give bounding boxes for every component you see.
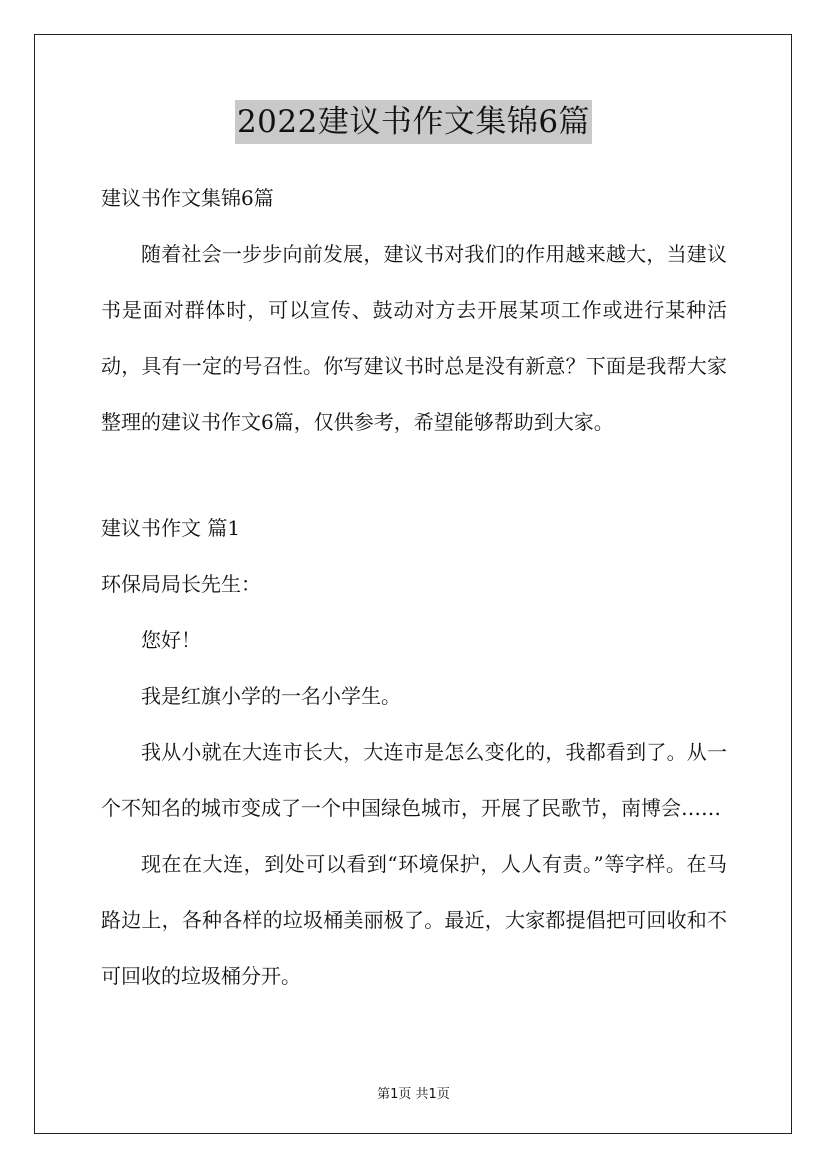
letter-paragraph: 现在在大连，到处可以看到“环境保护，人人有责。”等字样。在马路边上，各种各样的垃圾桶美丽极了。最近，大家都提倡把可回收和不可回收的垃圾桶分开。	[101, 852, 727, 988]
page-number-footer: 第1页 共1页	[377, 1087, 450, 1102]
title-container	[0, 100, 827, 144]
intro-paragraph: 随着社会一步步向前发展，建议书对我们的作用越来越大，当建议书是面对群体时，可以宣传、鼓动对方去开展某项工作或进行某种活动，具有一定的号召性。你写建议书时总是没有新意？下面是我帮大家整理的建议书作文6篇，仅供参考，希望能够帮助到大家。	[101, 242, 727, 434]
document-subtitle: 建议书作文集锦6篇	[101, 186, 274, 210]
section-gap	[101, 450, 727, 500]
letter-salutation: 环保局局长先生：	[101, 572, 261, 596]
document-body	[101, 170, 727, 1004]
letter-paragraph: 我从小就在大连市长大，大连市是怎么变化的，我都看到了。从一个不知名的城市变成了一个中国绿色城市，开展了民歌节，南博会……	[101, 740, 727, 820]
document-title: 2022建议书作文集锦6篇	[235, 100, 592, 144]
letter-greeting: 您好！	[141, 628, 201, 652]
letter-paragraph: 我是红旗小学的一名小学生。	[141, 684, 401, 708]
section-heading: 建议书作文 篇1	[101, 516, 241, 540]
